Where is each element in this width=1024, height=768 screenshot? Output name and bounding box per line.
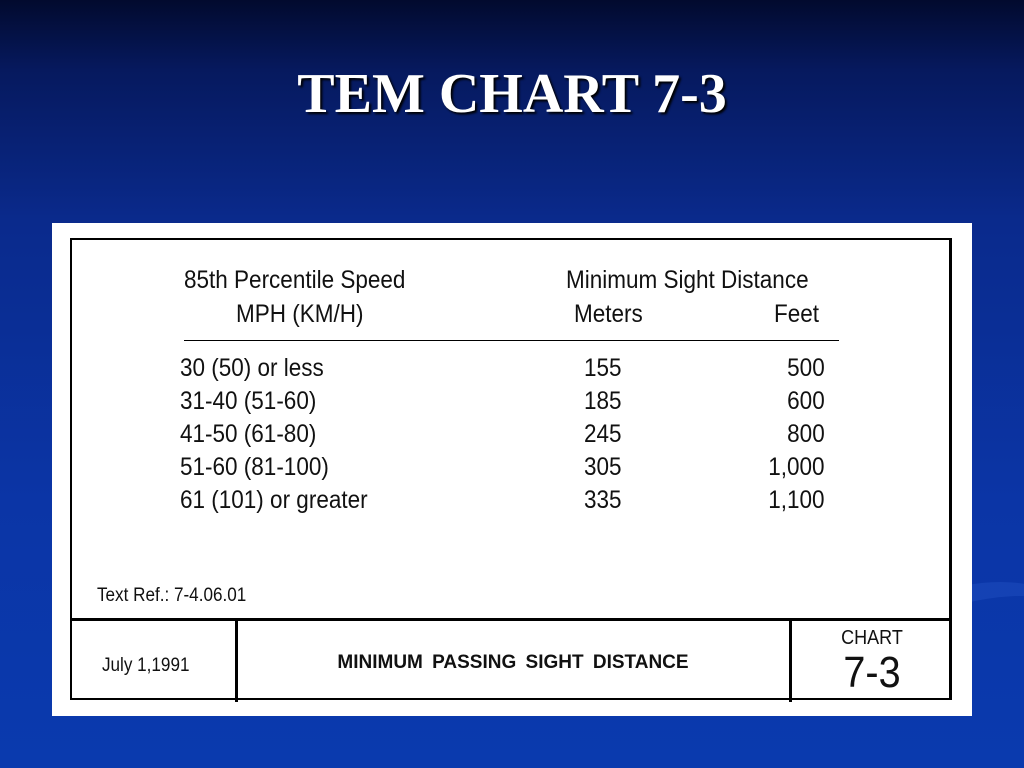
speed-header-line1: 85th Percentile Speed <box>184 266 406 294</box>
meters-cell: 335 <box>584 486 622 514</box>
feet-cell: 500 <box>787 354 825 382</box>
speed-cell: 31-40 (51-60) <box>180 387 317 415</box>
feet-cell: 600 <box>787 387 825 415</box>
speed-cell: 51-60 (81-100) <box>180 453 329 481</box>
footer-divider-right <box>789 618 792 702</box>
feet-cell: 1,100 <box>768 486 825 514</box>
header-rule <box>184 340 839 341</box>
distance-header: Minimum Sight Distance <box>566 266 809 294</box>
feet-cell: 800 <box>787 420 825 448</box>
speed-cell: 41-50 (61-80) <box>180 420 317 448</box>
speed-cell: 30 (50) or less <box>180 354 324 382</box>
speed-cell: 61 (101) or greater <box>180 486 368 514</box>
footer-title: MINIMUM PASSING SIGHT DISTANCE <box>337 652 689 673</box>
slide-title: TEM CHART 7-3 <box>297 63 727 125</box>
chart-sheet <box>52 223 972 716</box>
text-reference: Text Ref.: 7-4.06.01 <box>97 585 247 606</box>
speed-header-line2: MPH (KM/H) <box>236 300 364 328</box>
chart-label: CHART <box>841 627 903 649</box>
feet-header: Feet <box>774 300 820 328</box>
meters-cell: 185 <box>584 387 622 415</box>
meters-cell: 245 <box>584 420 622 448</box>
feet-cell: 1,000 <box>768 453 825 481</box>
footer-divider <box>72 618 949 621</box>
meters-cell: 305 <box>584 453 622 481</box>
chart-frame <box>70 238 952 700</box>
meters-cell: 155 <box>584 354 622 382</box>
meters-header: Meters <box>574 300 643 328</box>
chart-number: 7-3 <box>843 648 901 697</box>
footer-date: July 1,1991 <box>102 655 190 676</box>
